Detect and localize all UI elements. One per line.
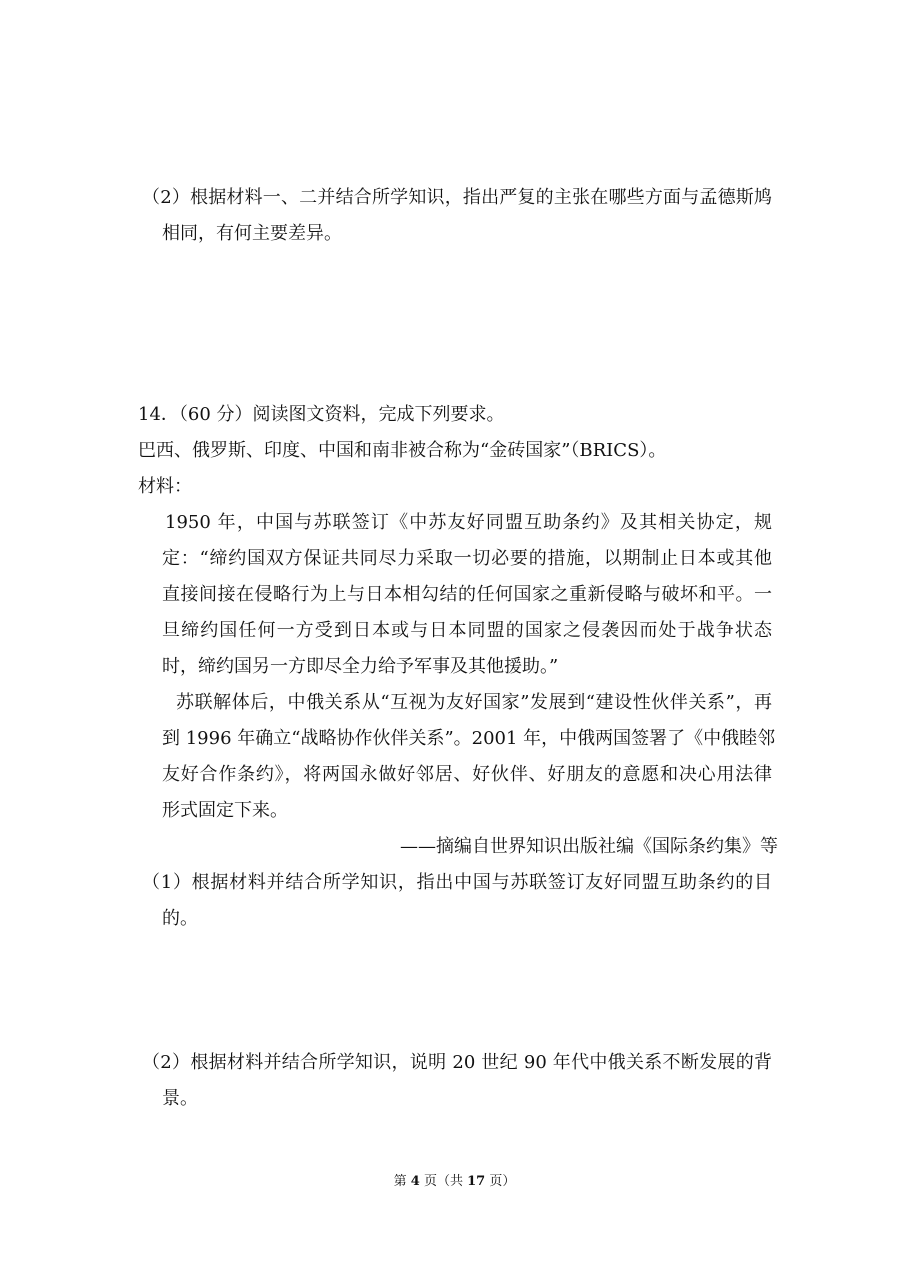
footer-mid: 页（共: [423, 1174, 463, 1189]
para1-line: 时，缔约国另一方即尽全力给予军事及其他援助。”: [162, 656, 559, 677]
q14-sub1-line1: （1）根据材料并结合所学知识，指出中国与苏联签订友好同盟互助条约的目: [142, 872, 772, 893]
q14-sub1-line2: 的。: [162, 908, 198, 929]
para2-line: 友好合作条约》，将两国永做好邻居、好伙伴、好朋友的意愿和决心用法律: [162, 764, 772, 785]
q13-sub2-line2: 相同，有何主要差异。: [162, 223, 342, 244]
page-footer: [0, 1173, 909, 1191]
footer-prefix: 第: [393, 1174, 407, 1189]
q14-sub2-line2: 景。: [162, 1088, 198, 1109]
para2-line: 到 1996 年确立“战略协作伙伴关系”。2001 年，中俄两国签署了《中俄睦邻: [162, 728, 776, 749]
q13-sub2-line1: （2）根据材料一、二并结合所学知识，指出严复的主张在哪些方面与孟德斯鸠: [142, 187, 772, 208]
q14-sub2-line1: （2）根据材料并结合所学知识，说明 20 世纪 90 年代中俄关系不断发展的背: [142, 1052, 772, 1073]
footer-total-pages: 17: [467, 1174, 486, 1189]
para1-line: 定：“缔约国双方保证共同尽力采取一切必要的措施，以期制止日本或其他: [162, 548, 772, 569]
material-label: 材料：: [138, 476, 192, 497]
para2-line: 形式固定下来。: [162, 800, 288, 821]
para1-line: 直接间接在侵略行为上与日本相勾结的任何国家之重新侵略与破坏和平。一: [162, 584, 772, 605]
para2-line: 苏联解体后，中俄关系从“互视为友好国家”发展到“建设性伙伴关系”，再: [176, 692, 772, 713]
footer-page-number: 4: [410, 1174, 420, 1189]
para1-line: 旦缔约国任何一方受到日本或与日本同盟的国家之侵袭因而处于战争状态: [162, 620, 772, 641]
footer-suffix: 页）: [489, 1174, 516, 1189]
q14-intro: 巴西、俄罗斯、印度、中国和南非被合称为“金砖国家”（BRICS）。: [138, 440, 667, 461]
q14-header: 14．（60 分）阅读图文资料，完成下列要求。: [138, 404, 505, 425]
para1-line: 1950 年，中国与苏联签订《中苏友好同盟互助条约》及其相关协定，规: [165, 512, 772, 533]
source-citation: ——摘编自世界知识出版社编《国际条约集》等: [400, 836, 778, 857]
